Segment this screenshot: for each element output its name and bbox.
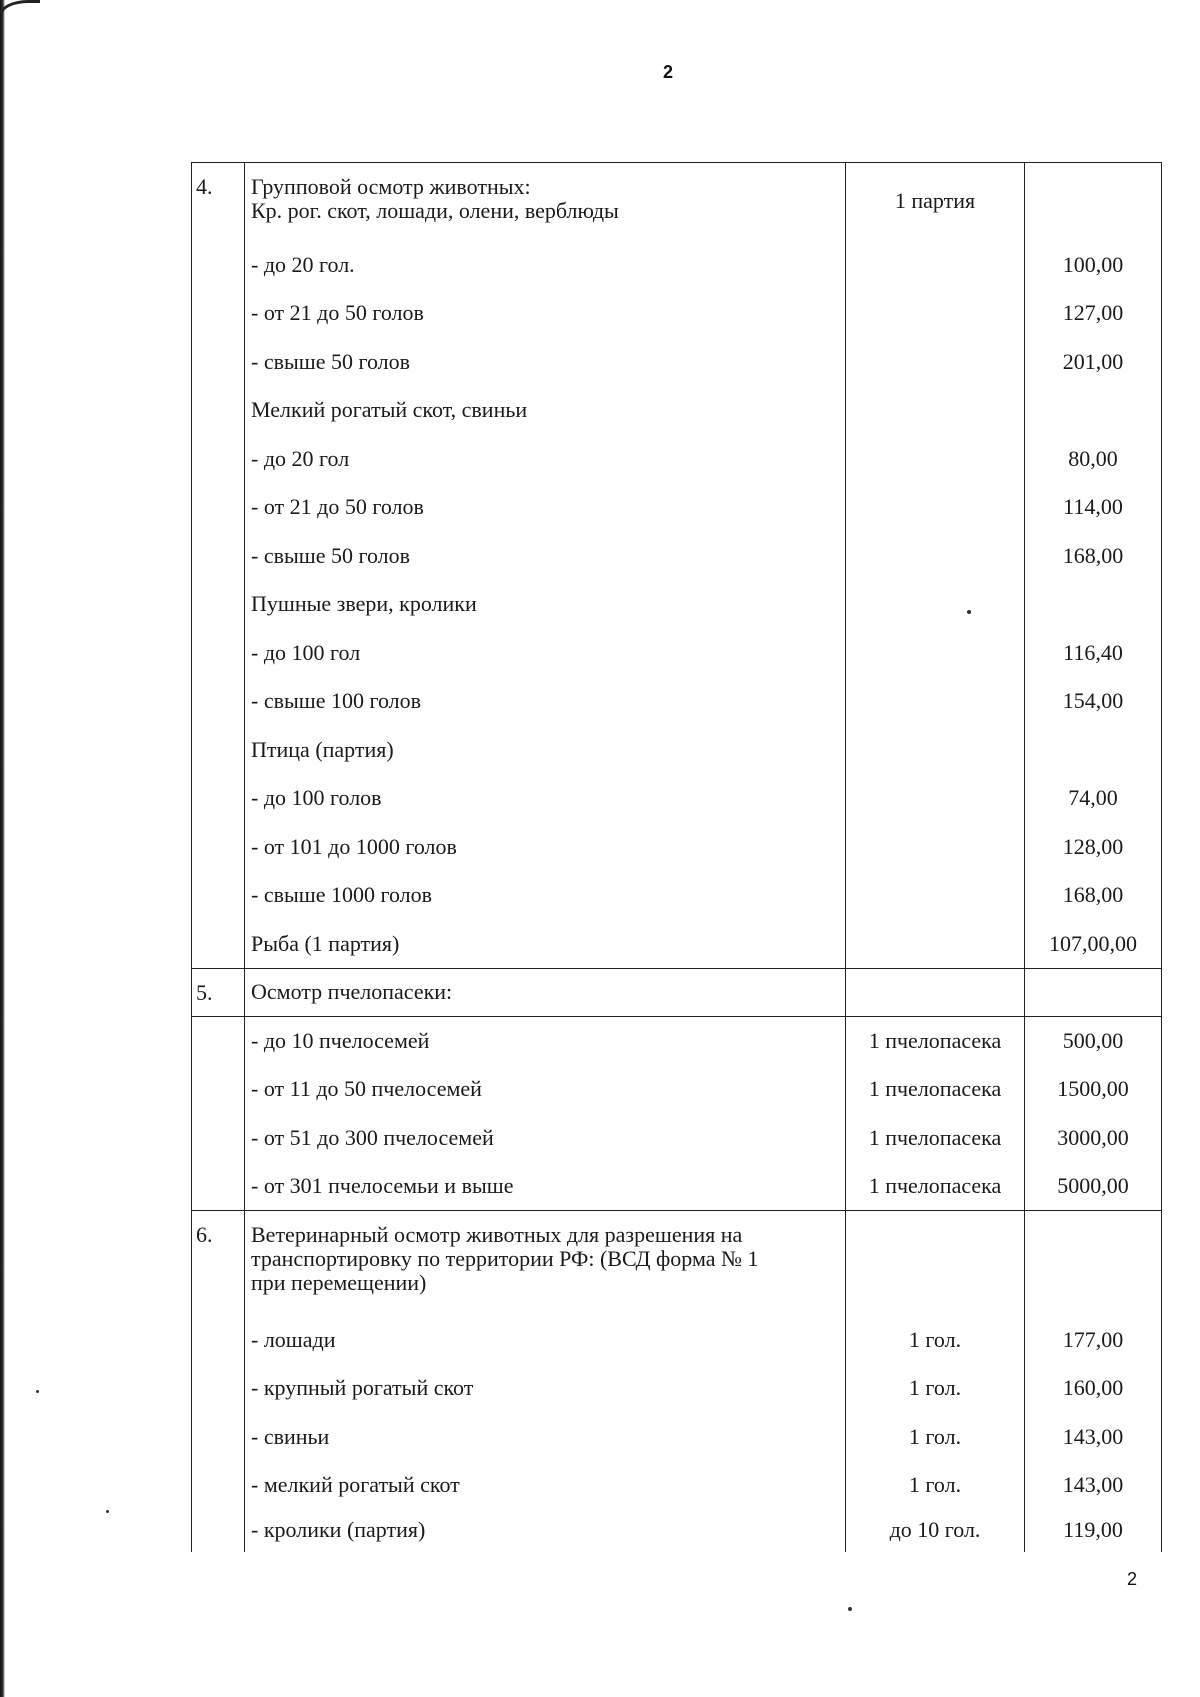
row-unit — [846, 338, 1025, 387]
row-price — [1025, 386, 1162, 435]
row-price: 201,00 — [1025, 338, 1162, 387]
row-number — [192, 338, 245, 387]
table-row — [192, 629, 1162, 678]
row-unit — [846, 289, 1025, 338]
row-number — [192, 1114, 245, 1163]
table-row — [192, 1162, 1162, 1211]
row-price: 114,00 — [1025, 483, 1162, 532]
section-header-row — [192, 1211, 1162, 1316]
row-unit: 1 гол. — [846, 1413, 1025, 1462]
row-name: - мелкий рогатый скот — [245, 1461, 846, 1510]
section-title-line: Групповой осмотр животных: — [251, 174, 531, 199]
row-price: 154,00 — [1025, 677, 1162, 726]
row-unit: 1 пчелопасека — [846, 1114, 1025, 1163]
section-price — [1025, 1211, 1162, 1316]
section-title — [245, 1211, 846, 1316]
row-unit: 1 пчелопасека — [846, 1017, 1025, 1066]
section-title-line: Кр. рог. скот, лошади, олени, верблюды — [251, 198, 619, 223]
row-name: - от 51 до 300 пчелосемей — [245, 1114, 846, 1163]
table-row — [192, 1413, 1162, 1462]
row-price: 127,00 — [1025, 289, 1162, 338]
section-title-line: Ветеринарный осмотр животных для разрешения на — [251, 1222, 743, 1247]
row-number — [192, 289, 245, 338]
section-price — [1025, 968, 1162, 1017]
fee-table — [191, 162, 1162, 1552]
row-number — [192, 1510, 245, 1552]
section-number: 6. — [192, 1211, 245, 1316]
row-unit — [846, 726, 1025, 775]
table-row — [192, 774, 1162, 823]
section-title — [245, 968, 846, 1017]
scan-shadow-corner — [0, 0, 40, 14]
table-row — [192, 1316, 1162, 1365]
table-row — [192, 580, 1162, 629]
row-name: Пушные звери, кролики — [245, 580, 846, 629]
table-row — [192, 1364, 1162, 1413]
row-number — [192, 1316, 245, 1365]
table-row — [192, 871, 1162, 920]
row-price: 168,00 — [1025, 532, 1162, 581]
row-number — [192, 871, 245, 920]
section-unit — [846, 968, 1025, 1017]
row-number — [192, 241, 245, 290]
section-header-row — [192, 163, 1162, 241]
row-name: - кролики (партия) — [245, 1510, 846, 1552]
table-row — [192, 289, 1162, 338]
row-name: - от 301 пчелосемьи и выше — [245, 1162, 846, 1211]
table-row — [192, 1017, 1162, 1066]
table-row — [192, 920, 1162, 969]
row-unit — [846, 580, 1025, 629]
scan-speck — [106, 1510, 109, 1513]
section-unit — [846, 1211, 1025, 1316]
section-header-row — [192, 968, 1162, 1017]
row-name: Мелкий рогатый скот, свиньи — [245, 386, 846, 435]
row-number — [192, 629, 245, 678]
row-unit: до 10 гол. — [846, 1510, 1025, 1552]
row-price: 3000,00 — [1025, 1114, 1162, 1163]
row-name: - до 100 гол — [245, 629, 846, 678]
table-row — [192, 1065, 1162, 1114]
row-unit — [846, 823, 1025, 872]
row-price: 119,00 — [1025, 1510, 1162, 1552]
table-row — [192, 677, 1162, 726]
row-number — [192, 1461, 245, 1510]
row-name: - свыше 100 голов — [245, 677, 846, 726]
row-number — [192, 677, 245, 726]
row-unit — [846, 483, 1025, 532]
row-name: - до 20 гол — [245, 435, 846, 484]
row-number — [192, 532, 245, 581]
row-number — [192, 823, 245, 872]
table-row — [192, 435, 1162, 484]
page-number-top: 2 — [663, 62, 674, 82]
table-row — [192, 241, 1162, 290]
table-row — [192, 338, 1162, 387]
row-unit — [846, 677, 1025, 726]
table-row — [192, 823, 1162, 872]
row-price: 143,00 — [1025, 1461, 1162, 1510]
row-price: 177,00 — [1025, 1316, 1162, 1365]
row-name: - от 101 до 1000 голов — [245, 823, 846, 872]
row-name: - до 10 пчелосемей — [245, 1017, 846, 1066]
scan-speck — [848, 1607, 852, 1611]
row-name: - от 21 до 50 голов — [245, 289, 846, 338]
row-name: - лошади — [245, 1316, 846, 1365]
row-price: 80,00 — [1025, 435, 1162, 484]
row-unit — [846, 774, 1025, 823]
row-name: Птица (партия) — [245, 726, 846, 775]
scan-speck — [36, 1390, 39, 1393]
row-name: - свиньи — [245, 1413, 846, 1462]
row-price: 74,00 — [1025, 774, 1162, 823]
section-title — [245, 163, 846, 241]
row-unit — [846, 241, 1025, 290]
section-title-line: Осмотр пчелопасеки: — [251, 979, 453, 1005]
table-row — [192, 386, 1162, 435]
row-number — [192, 435, 245, 484]
table-row — [192, 726, 1162, 775]
section-price — [1025, 163, 1162, 241]
table-row — [192, 1461, 1162, 1510]
page-number-bottom: 2 — [1127, 1569, 1138, 1589]
section-number: 4. — [192, 163, 245, 241]
row-price: 168,00 — [1025, 871, 1162, 920]
row-price: 107,00,00 — [1025, 920, 1162, 969]
row-unit — [846, 920, 1025, 969]
row-number — [192, 920, 245, 969]
row-number — [192, 580, 245, 629]
row-unit: 1 гол. — [846, 1316, 1025, 1365]
row-price: 100,00 — [1025, 241, 1162, 290]
row-number — [192, 774, 245, 823]
section-title-line: при перемещении) — [251, 1270, 427, 1295]
row-number — [192, 483, 245, 532]
row-price: 143,00 — [1025, 1413, 1162, 1462]
row-unit — [846, 532, 1025, 581]
row-number — [192, 1065, 245, 1114]
row-price: 5000,00 — [1025, 1162, 1162, 1211]
row-unit — [846, 435, 1025, 484]
row-number — [192, 1017, 245, 1066]
row-unit — [846, 871, 1025, 920]
table-row — [192, 1114, 1162, 1163]
scan-shadow-edge — [0, 0, 5, 1697]
row-unit — [846, 629, 1025, 678]
table-row — [192, 1510, 1162, 1552]
row-name: - от 11 до 50 пчелосемей — [245, 1065, 846, 1114]
row-name: - свыше 50 голов — [245, 532, 846, 581]
table-row — [192, 483, 1162, 532]
row-unit — [846, 386, 1025, 435]
row-price: 116,40 — [1025, 629, 1162, 678]
row-name: - свыше 50 голов — [245, 338, 846, 387]
row-price: 1500,00 — [1025, 1065, 1162, 1114]
row-price — [1025, 580, 1162, 629]
row-price: 128,00 — [1025, 823, 1162, 872]
row-price — [1025, 726, 1162, 775]
row-unit: 1 гол. — [846, 1364, 1025, 1413]
row-name: - до 100 голов — [245, 774, 846, 823]
row-name: - свыше 1000 голов — [245, 871, 846, 920]
row-price: 160,00 — [1025, 1364, 1162, 1413]
section-title-line: транспортировку по территории РФ: (ВСД форма № 1 — [251, 1246, 759, 1271]
row-number — [192, 726, 245, 775]
row-name: - до 20 гол. — [245, 241, 846, 290]
row-price: 500,00 — [1025, 1017, 1162, 1066]
section-unit: 1 партия — [846, 163, 1025, 241]
row-unit: 1 гол. — [846, 1461, 1025, 1510]
row-unit: 1 пчелопасека — [846, 1162, 1025, 1211]
row-unit: 1 пчелопасека — [846, 1065, 1025, 1114]
row-number — [192, 1364, 245, 1413]
row-number — [192, 1413, 245, 1462]
row-number — [192, 1162, 245, 1211]
fee-table-body — [192, 163, 1162, 1552]
row-number — [192, 386, 245, 435]
row-name: - от 21 до 50 голов — [245, 483, 846, 532]
row-name: - крупный рогатый скот — [245, 1364, 846, 1413]
section-number: 5. — [192, 968, 245, 1017]
table-row — [192, 532, 1162, 581]
row-name: Рыба (1 партия) — [245, 920, 846, 969]
scan-speck — [967, 610, 971, 614]
